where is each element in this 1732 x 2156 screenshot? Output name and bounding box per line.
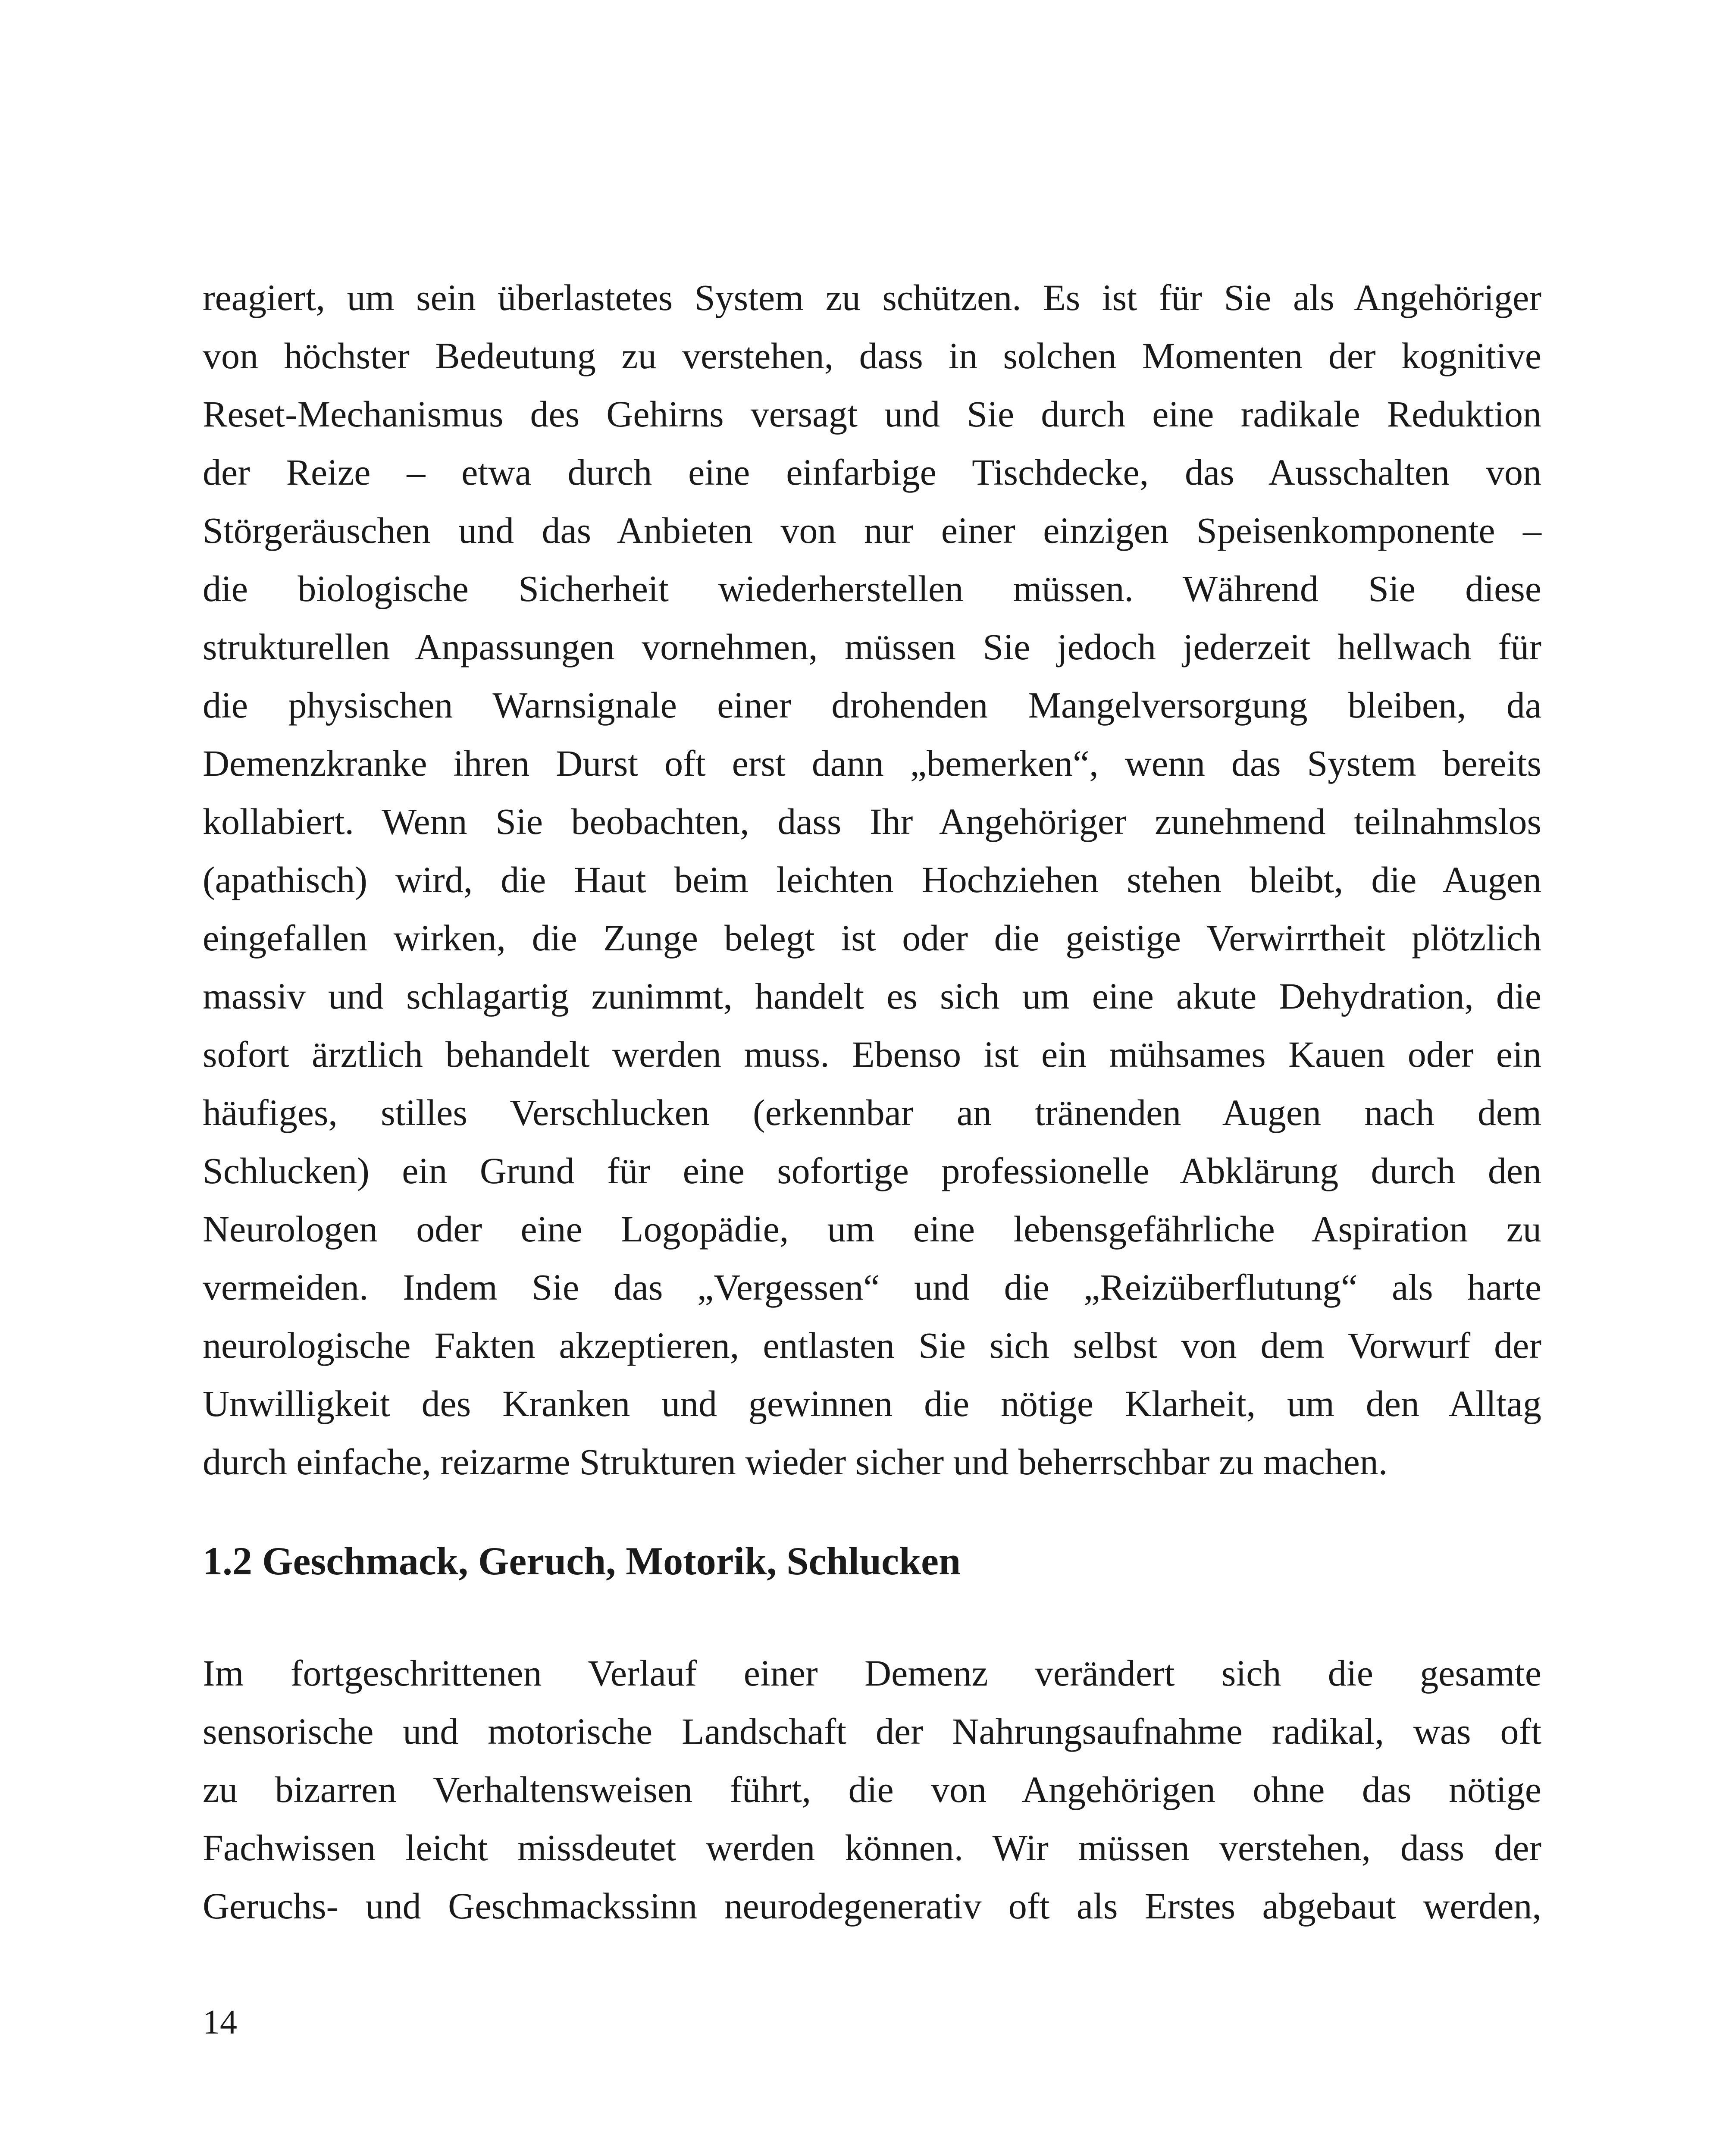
text-line: Demenzkranke ihren Durst oft erst dann „bemerken“, wenn das System bereits [203,743,1541,784]
section-heading: 1.2 Geschmack, Geruch, Motorik, Schlucken [203,1539,961,1583]
body-paragraph-2 [203,1644,1541,1935]
text-line: kollabiert. Wenn Sie beobachten, dass Ihr Angehöriger zunehmend teilnahmslos [203,801,1541,842]
text-line: die biologische Sicherheit wiederherstellen müssen. Während Sie diese [203,568,1541,609]
text-line: reagiert, um sein überlastetes System zu schützen. Es ist für Sie als Angehöriger [203,277,1541,318]
text-line: Unwilligkeit des Kranken und gewinnen die nötige Klarheit, um den Alltag [203,1383,1541,1424]
text-line: Im fortgeschrittenen Verlauf einer Demenz verändert sich die gesamte [203,1652,1541,1694]
text-line: Störgeräuschen und das Anbieten von nur einer einzigen Speisenkomponente – [203,510,1541,551]
text-line: Fachwissen leicht missdeutet werden können. Wir müssen verstehen, dass der [203,1827,1541,1868]
text-line: der Reize – etwa durch eine einfarbige Tischdecke, das Ausschalten von [203,451,1541,493]
text-line: zu bizarren Verhaltensweisen führt, die von Angehörigen ohne das nötige [203,1769,1541,1810]
body-paragraph-1 [203,269,1541,1491]
text-line: Neurologen oder eine Logopädie, um eine lebensgefährliche Aspiration zu [203,1208,1541,1250]
page-number: 14 [203,2003,237,2041]
text-line: Schlucken) ein Grund für eine sofortige professionelle Abklärung durch den [203,1150,1541,1191]
text-line: Geruchs- und Geschmackssinn neurodegenerativ oft als Erstes abgebaut werden, [203,1885,1541,1927]
text-line: (apathisch) wird, die Haut beim leichten Hochziehen stehen bleibt, die Augen [203,859,1541,900]
text-line: die physischen Warnsignale einer drohenden Mangelversorgung bleiben, da [203,684,1541,726]
text-line: häufiges, stilles Verschlucken (erkennbar an tränenden Augen nach dem [203,1092,1541,1133]
text-line: von höchster Bedeutung zu verstehen, dass in solchen Momenten der kognitive [203,335,1541,376]
text-line: durch einfache, reizarme Strukturen wieder sicher und beherrschbar zu machen. [203,1441,1388,1482]
text-line: sofort ärztlich behandelt werden muss. Ebenso ist ein mühsames Kauen oder ein [203,1034,1541,1075]
text-line: neurologische Fakten akzeptieren, entlasten Sie sich selbst von dem Vorwurf der [203,1325,1541,1366]
text-line: sensorische und motorische Landschaft der Nahrungsaufnahme radikal, was oft [203,1711,1541,1752]
text-line: strukturellen Anpassungen vornehmen, müssen Sie jedoch jederzeit hellwach für [203,626,1541,667]
text-line: vermeiden. Indem Sie das „Vergessen“ und die „Reizüberflutung“ als harte [203,1266,1541,1308]
text-line: eingefallen wirken, die Zunge belegt ist oder die geistige Verwirrtheit plötzlich [203,917,1541,959]
text-line: Reset-Mechanismus des Gehirns versagt und Sie durch eine radikale Reduktion [203,393,1541,435]
text-line: massiv und schlagartig zunimmt, handelt es sich um eine akute Dehydration, die [203,975,1541,1017]
